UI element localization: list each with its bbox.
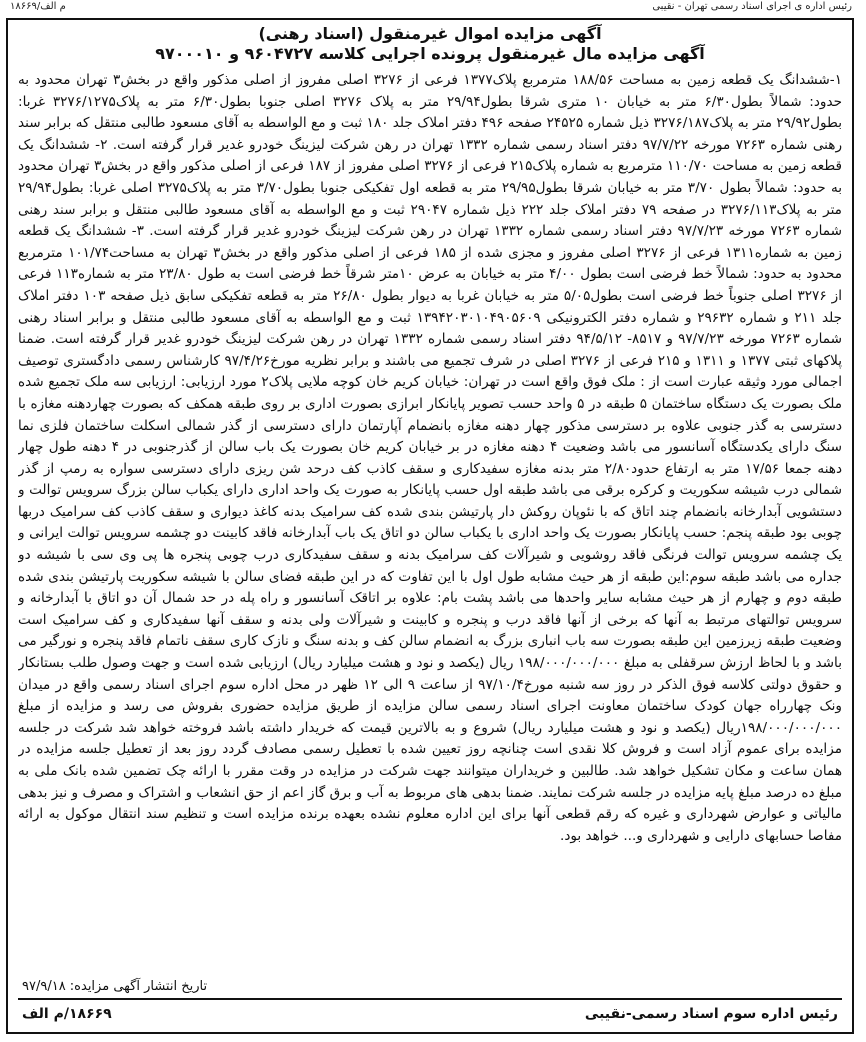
header-strip (0, 0, 866, 14)
notice-title: آگهی مزایده اموال غیرمنقول (اسناد رهنی) (258, 24, 602, 43)
notice-subtitle: آگهی مزایده مال غیرمنقول پرونده اجرایی کلاسه ۹۶۰۴۷۲۷ و ۹۷۰۰۰۱۰ (155, 44, 705, 63)
notice-titles (8, 24, 852, 64)
notice-body-text: ۱-ششدانگ یک قطعه زمین به مساحت ۱۸۸/۵۶ مترمربع پلاک۱۳۷۷ فرعی از ۳۲۷۶ اصلی مفروز از اصلی مذکور واقع در بخش۳ تهران محدود به حدود: شمالاً بطول۶/۳۰ متر به خیابان ۱۰ متری شرقا بطول۲۹/۹۴ متر به پلاک ۳۲۷۶ اصلی جنوبا بطول۶/۳۰ متر به پلاک۳۲۷۶/۱۲۷۵ غربا: بطول۲۹/۹۲ متر به پلاک۳۲۷۶/۱۸۷ ذیل شماره ۲۴۵۲۵ صفحه ۴۹۶ دفتر املاک جلد ۱۸۰ ثبت و مع الواسطه به آقای مسعود طالبی منتقل که برابر سند رهنی شماره ۷۲۶۳ مورخه ۹۷/۷/۲۲ دفتر اسناد رسمی شماره ۱۳۳۲ تهران در رهن شرکت لیزینگ خودرو غدیر قرار گرفته است. ۲- ششدانگ یک قطعه زمین به مساحت ۱۱۰/۷۰ مترمربع به شماره پلاک۲۱۵ فرعی از ۳۲۷۶ اصلی مفروز از ۱۸۷ فرعی از اصلی مذکور واقع در بخش۳ تهران محدود به حدود: شمالاً بطول ۳/۷۰ متر به خیابان شرقا بطول۲۹/۹۵ متر به قطعه اول تفکیکی جنوبا بطول۳/۷۰ متر به پلاک۳۲۷۵ اصلی غربا: بطول۲۹/۹۴ متر به پلاک۳۲۷۶/۱۱۳ در صفحه ۷۹ دفتر املاک جلد ۲۲۲ ذیل شماره ۲۹۰۴۷ ثبت و مع الواسطه به آقای مسعود طالبی منتقل و برابر سند رهنی شماره ۷۲۶۳ مورخه ۹۷/۷/۲۳ دفتر اسناد رسمی شماره ۱۳۳۲ تهران در رهن شرکت لیزینگ خودرو غدیر قرار گرفته است. ۳- ششدانگ یک قطعه زمین به شماره۱۳۱۱ فرعی از ۳۲۷۶ اصلی مفروز و مجزی شده از ۱۸۵ فرعی از اصلی مذکور واقع در بخش۳ تهران به مساحت۱۰۱/۷۴ مترمربع محدود به حدود: شمالاً خط فرضی است بطول ۴/۰۰ متر به خیابان به عرض ۱۰متر شرقاً خط فرضی است به طول ۲۳/۸۰ متر به شماره۱۱۳ فرعی از ۳۲۷۶ اصلی جنوباً خط فرضی است بطول۵/۰۵ متر به خیابان غربا به دیوار بطول ۲۶/۸۰ متر به قطعه تفکیکی سابق ذیل صفحه ۱۰۳ دفتر املاک جلد ۲۱۱ و شماره ۲۹۶۳۲ و شماره دفتر الکترونیکی ۱۳۹۴۲۰۳۰۱۰۴۹۰۵۶۰۹ ثبت و مع الواسطه به آقای مسعود طالبی منتقل و برابر اسناد رهنی شماره ۷۲۶۳ مورخه ۹۷/۷/۲۳ و ۸۵۱۷- ۹۴/۵/۱۲ دفتر اسناد رسمی شماره ۱۳۳۲ تهران در رهن شرکت لیزینگ خودرو غدیر قرار گرفته است. ضمنا پلاکهای ثبتی ۱۳۷۷ و ۱۳۱۱ و ۲۱۵ فرعی از ۳۲۷۶ اصلی در شرف تجمیع می باشند و برابر نظریه مورخ۹۷/۴/۲۶ کارشناس رسمی دادگستری توصیف اجمالی مورد وثیقه عبارت است از : ملک فوق واقع است در تهران: خیابان کریم خان کوچه ملایی پلاک۲ مورد ارزیابی: ارزیابی سه ملک تجمیع شده ملک بصورت یک دستگاه ساختمان ۵ طبقه در ۵ واحد حسب تصویر پایانکار ابرازی بصورت اداری بر روی طبقه همکف که بصورت چهاردهنه مغازه با دسترسی به گذر جنوبی علاوه بر دسترسی مذکور چهار دهنه مغازه بانضمام آپارتمان دارای دسترسی از گذر شمالی اسکلت ساختمان فلزی نما سنگ دارای یکدستگاه آسانسور می باشد وضعیت ۴ دهنه مغازه در بر خیابان کریم خان بصورت یک باب سالن از گذرجنوبی در ۴ دهنه طول چهار دهنه جمعا ۱۷/۵۶ متر به ارتفاع حدود۲/۸۰ متر بدنه مغازه سفیدکاری و سقف کاذب کف درحد شن ریزی دارای دسترسی سواره به رمپ از گذر شمالی درب شیشه سکوریت و کرکره برقی می باشد طبقه اول حسب پایانکار به صورت یک واحد اداری دارای یکباب سالن بزرگ سرویس توالت و دستشویی آبدارخانه بانضمام چند اتاق که با نئوپان روکش دار پارتیشن بندی شده کف سرامیک بدنه کاغذ دیواری و سقف کاذب کف سرامیک دربها چوبی بود طبقه پنجم: حسب پایانکار بصورت یک واحد اداری با یکباب سالن دو اتاق یک باب آبدارخانه فاقد کابینت دو چشمه سرویس توالت ایرانی و یک چشمه سرویس توالت فرنگی فاقد روشویی و شیرآلات کف سرامیک بدنه و سقف سفیدکاری درب چوبی پنجره ها پی وی سی با شیشه دو جداره می باشد طبقه سوم:این طبقه از هر حیث مشابه طول اول با این تفاوت که در این طبقه فضای سالن با شیشه سکوریت پارتیشن بندی شده طبقه دوم و چهارم از هر حیث مشابه سایر واحدها می باشد پشت بام: علاوه بر اتاقک آسانسور و راه پله در حد شمال آن دو اتاق با آبدارخانه و سرویس توالتهای مرتبط به آنها که برخی از آنها فاقد درب و پنجره و کابینت و شیرآلات ولی بدنه و سقف آنها سفیدکاری و کف سرامیک است وضعیت طبقه زیرزمین این طبقه بصورت سه باب انباری بزرگ به انضمام سالن کف و بدنه سنگ و نازک کاری سقف ناتمام فاقد پنجره و نورگیر می باشد و با لحاظ ارزش سرقفلی به مبلغ ۱۹۸/۰۰۰/۰۰۰/۰۰۰ ریال (یکصد و نود و هشت میلیارد ریال) ارزیابی شده است و جهت وصول طلب بستانکار و حقوق دولتی کلاسه فوق الذکر در روز سه شنبه مورخ۹۷/۱۰/۴ از ساعت ۹ الی ۱۲ ظهر در محل اداره سوم اجرای اسناد رسمی واقع در میدان ونک چهارراه جهان کودک ساختمان معاونت اجرای اسناد رسمی سالن مزایده از طریق مزایده حضوری بفروش می رسد و مزایده از مبلغ ۱۹۸/۰۰۰/۰۰۰/۰۰۰ریال (یکصد و نود و هشت میلیارد ریال) شروع و به بالاترین قیمت که خریدار داشته باشد فروخته خواهد شد شرکت در جلسه مزایده برای عموم آزاد است و فروش کلا نقدی است چنانچه روز تعیین شده با تعطیل رسمی مصادف گردد روز بعد از تعطیل جلسه مزایده در همان ساعت و مکان تشکیل خواهد شد. طالبین و خریداران میتوانند جهت شرکت در مزایده در وقت مقرر با ارائه چک تضمین شده بانک ملی به مبلغ ده درصد مبلغ پایه مزایده در جلسه شرکت نمایند. ضمنا بدهی های مربوط به آب و برق گاز اعم از حق انشعاب و اشتراک و مصرف و نیز بدهی مالیاتی و عوارض شهرداری و غیره که رقم قطعی آنها برای این اداره معلوم نشده بعهده برنده مزایده است و تنظیم سند انتقال موکول به ارائه مفاصا حسابهای دارایی و شهرداری و... خواهد بود. (18, 72, 842, 844)
header-strip-right: رئیس اداره ی اجرای اسناد رسمی تهران - نقیبی (652, 1, 852, 12)
notice-code: ۱۸۶۶۹/م الف (22, 1006, 112, 1022)
publication-date: تاریخ انتشار آگهی مزایده: ۹۷/۹/۱۸ (22, 979, 208, 994)
notice-footer (18, 998, 842, 1028)
header-strip-left: ۱۸۶۶۹/م الف (10, 1, 66, 12)
signature: رئیس اداره سوم اسناد رسمی-نقیبی (584, 1006, 838, 1022)
notice-frame (6, 18, 854, 1034)
notice-body (18, 70, 842, 978)
